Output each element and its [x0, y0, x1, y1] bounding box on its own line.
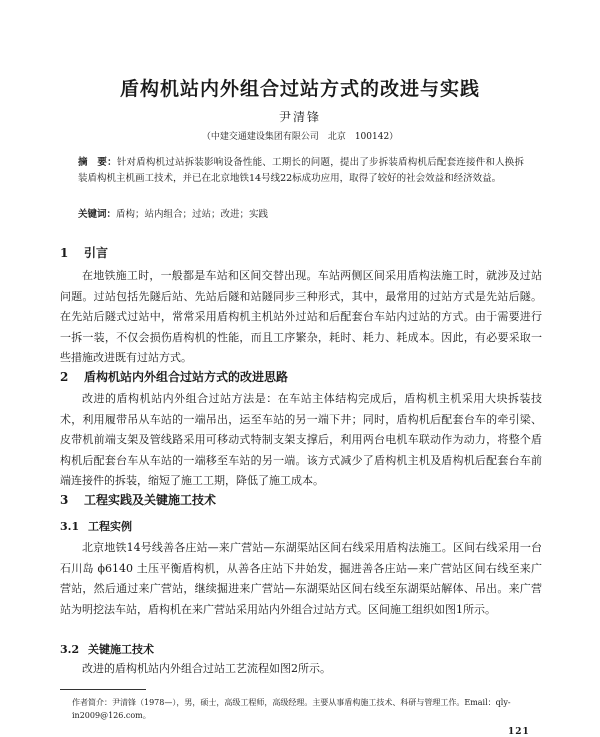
section-number: 3.2	[60, 643, 80, 656]
keywords-label: 关键词：	[78, 209, 117, 220]
section-2-paragraph: 改进的盾构机站内外组合过站方法是：在车站主体结构完成后，盾构机主机采用大块拆装技术，利用履带吊从车站的一端吊出，运至车站的另一端下井；同时，盾构机后配套台车的牵引梁、皮带机前端支架及管线路采用可移动式特制支架支撑后，利用两台电机车联动作为动力，将整个盾构机后配套台车从车站的一端移至车站的另一端。该方式减少了盾构机主机及盾构机后配套台车前端连接件的拆装，缩短了施工工期，降低了施工成本。	[60, 392, 542, 487]
section-3-1-paragraph: 北京地铁14号线善各庄站—来广营站—东湖渠站区间右线采用盾构法施工。区间右线采用一台石川岛 ϕ6140 土压平衡盾构机，从善各庄站下井始发，掘进善各庄站—来广营站区间右线至来广营站，然后通过来广营站，继续掘进来广营站—东湖渠站区间右线至东湖渠站解体、吊出。来广营站为明挖法车站，盾构机在来广营站采用站内外组合过站方式。区间施工组织如图1所示。	[60, 541, 542, 616]
section-title: 关键施工技术	[88, 643, 154, 656]
section-3-2-paragraph: 改进的盾构机站内外组合过站工艺流程如图2所示。	[82, 662, 331, 675]
paper-title: 盾构机站内外组合过站方式的改进与实践	[119, 78, 480, 100]
abstract-text: 针对盾构机过站拆装影响设备性能、工期长的问题，提出了步拆装盾构机后配套连接件和人换拆装盾构机主机画工技术，并已在北京地铁14号线22标成功应用，取得了较好的社会效益和经济效益。	[78, 157, 524, 184]
author-footnote: 作者简介：尹清锋（1978—），男，硕士，高级工程师，高级经理。主要从事盾构施工技术、科研与管理工作。Email：qly-in2009@126.com。	[72, 698, 511, 720]
keywords-text: 盾构；站内组合；过站；改进；实践	[116, 209, 269, 220]
section-1-paragraph: 在地铁施工时，一般都是车站和区间交替出现。车站两侧区间采用盾构法施工时，就涉及过站问题。过站包括先隧后站、先站后隧和站隧同步三种形式，其中，最常用的过站方式是先站后隧。在先站后隧式过站中，常常采用盾构机主机站外过站和后配套台车站内过站的方式。由于需要进行一拆一装，不仅会损伤盾构机的性能，而且工序繁杂，耗时、耗力、耗成本。因此，有必要采取一些措施改进既有过站方式。	[60, 269, 542, 364]
section-1-heading	[60, 244, 108, 261]
footnote-divider	[60, 689, 146, 690]
abstract	[78, 155, 524, 187]
section-3-2-heading	[60, 641, 154, 657]
section-number: 3	[60, 493, 69, 507]
keywords	[78, 207, 524, 223]
section-title: 盾构机站内外组合过站方式的改进思路	[84, 370, 289, 384]
page-number: 121	[508, 727, 530, 737]
section-3-1-heading	[60, 518, 132, 534]
abstract-label: 摘 要：	[78, 157, 117, 168]
section-number: 1	[60, 246, 69, 260]
section-number: 3.1	[60, 520, 80, 533]
section-title: 工程实践及关键施工技术	[84, 493, 217, 507]
section-title: 引言	[84, 246, 109, 260]
section-number: 2	[60, 370, 69, 384]
author-name: 尹清锋	[278, 110, 321, 124]
section-3-heading	[60, 491, 216, 508]
author-affiliation: （中建交通建设集团有限公司 北京 100142）	[201, 132, 399, 142]
section-title: 工程实例	[88, 520, 132, 533]
section-2-heading	[60, 368, 288, 385]
